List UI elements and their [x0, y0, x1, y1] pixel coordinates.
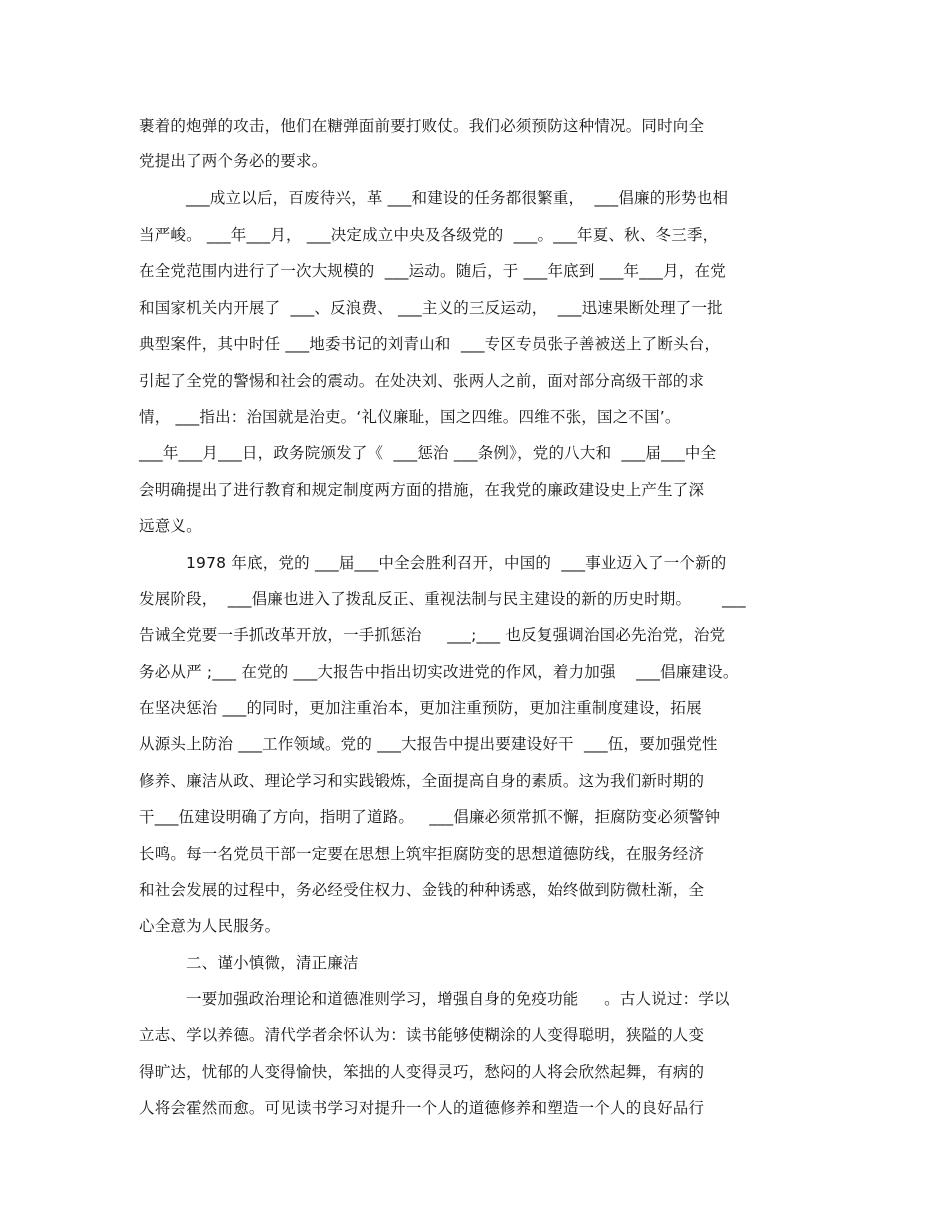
text-line: 裹着的炮弹的攻击，他们在糖弹面前要打败仗。我们必须预防这种情况。同时向全	[139, 117, 705, 135]
text-line: 干___伍建设明确了方向，指明了道路。 ___倡廉必须常抓不懈，拒腐防变必须警钟	[139, 808, 721, 826]
text-line: 人将会霍然而愈。可见读书学习对提升一个人的道德修养和塑造一个人的良好品行	[139, 1099, 705, 1117]
text-line: 告诫全党要一手抓改革开放，一手抓惩治 ___;___ 也反复强调治国必先治党，治党	[139, 626, 726, 644]
text-line: ___成立以后，百废待兴，革 ___和建设的任务都很繁重， ___倡廉的形势也相	[186, 189, 729, 207]
text-line: 当严峻。 ___年___月， ___决定成立中央及各级党的 ___。___年夏、秋、冬三季，	[139, 226, 719, 244]
text-line: 在坚决惩治 ___的同时，更加注重治本，更加注重预防，更加注重制度建设，拓展	[139, 699, 702, 717]
text-line: 务必从严 ;___ 在党的 ___大报告中指出切实改进党的作风，着力加强 ___倡廉建设。	[139, 663, 739, 681]
text-line: 修养、廉洁从政、理论学习和实践锻炼，全面提高自身的素质。这为我们新时期的	[139, 772, 705, 790]
text-line: 发展阶段， ___倡廉也进入了拨乱反正、重视法制与民主建设的新的历史时期。 ___	[139, 590, 746, 608]
text-line: 和国家机关内开展了 ___、反浪费、 ___主义的三反运动， ___迅速果断处理了一批	[139, 299, 723, 317]
text-line: 会明确提出了进行教育和规定制度两方面的措施，在我党的廉政建设史上产生了深	[139, 481, 705, 499]
text-line: 和社会发展的过程中，务必经受住权力、金钱的种种诱惑，始终做到防微杜渐，全	[139, 881, 705, 899]
text-line: 一要加强政治理论和道德准则学习，增强自身的免疫功能 。古人说过：学以	[186, 990, 730, 1008]
text-line: 党提出了两个务必的要求。	[139, 152, 328, 170]
section-heading: 二、谨小慎微，清正廉洁	[186, 954, 359, 972]
text-line: ___年___月___日，政务院颁发了《 ___惩治 ___条例》，党的八大和 ___届___中全	[139, 444, 717, 462]
text-line: 情， ___指出：治国就是治吏。‘礼仪廉耻，国之四维。四维不张，国之不国’。	[139, 408, 681, 426]
text-line: 立志、学以养德。清代学者余怀认为：读书能够使糊涂的人变得聪明，狭隘的人变	[139, 1026, 705, 1044]
text-line: 远意义。	[139, 517, 202, 535]
text-line: 长鸣。每一名党员干部一定要在思想上筑牢拒腐防变的思想道德防线，在服务经济	[139, 845, 705, 863]
text-line: 心全意为人民服务。	[139, 917, 281, 935]
text-line: 引起了全党的警惕和社会的震动。在处决刘、张两人之前，面对部分高级干部的求	[139, 372, 705, 390]
text-line: 得旷达，忧郁的人变得愉快，笨拙的人变得灵巧，愁闷的人将会欣然起舞，有病的	[139, 1063, 705, 1081]
text-line: 从源头上防治 ___工作领域。党的 ___大报告中提出要建设好干 ___伍，要加强党性	[139, 735, 718, 753]
text-line: 典型案件，其中时任 ___地委书记的刘青山和 ___专区专员张子善被送上了断头台，	[139, 335, 721, 353]
text-line: 1978 年底，党的 ___届___中全会胜利召开，中国的 ___事业迈入了一个新的	[186, 554, 727, 572]
text-line: 在全党范围内进行了一次大规模的 ___运动。随后，于 ___年底到 ___年___月，在党	[139, 262, 726, 280]
